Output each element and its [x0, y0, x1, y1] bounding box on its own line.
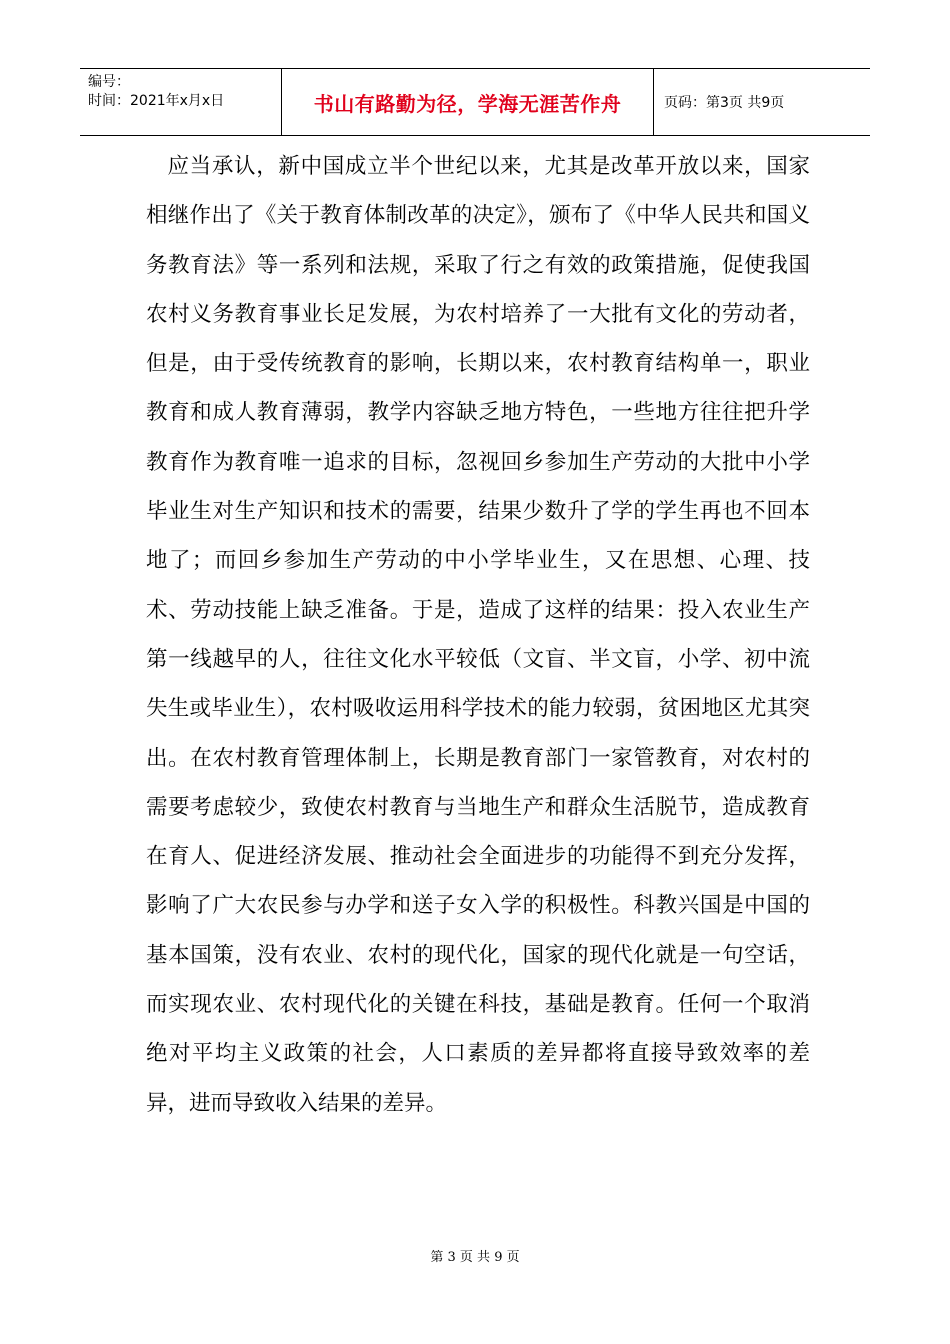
header-meta [80, 69, 282, 135]
body-paragraph: 应当承认，新中国成立半个世纪以来，尤其是改革开放以来，国家相继作出了《关于教育体制改革的决定》，颁布了《中华人民共和国义务教育法》等一系列和法规，采取了行之有效的政策措施，促使我国农村义务教育事业长足发展，为农村培养了一大批有文化的劳动者，但是，由于受传统教育的影响，长期以来，农村教育结构单一，职业教育和成人教育薄弱，教学内容缺乏地方特色，一些地方往往把升学教育作为教育唯一追求的目标，忽视回乡参加生产劳动的大批中小学毕业生对生产知识和技术的需要，结果少数升了学的学生再也不回本地了；而回乡参加生产劳动的中小学毕业生，又在思想、心理、技术、劳动技能上缺乏准备。于是，造成了这样的结果：投入农业生产第一线越早的人，往往文化水平较低（文盲、半文盲，小学、初中流失生或毕业生），农村吸收运用科学技术的能力较弱，贫困地区尤其突出。在农村教育管理体制上，长期是教育部门一家管教育，对农村的需要考虑较少，致使农村教育与当地生产和群众生活脱节，造成教育在育人、促进经济发展、推动社会全面进步的功能得不到充分发挥，影响了广大农民参与办学和送子女入学的积极性。科教兴国是中国的基本国策，没有农业、农村的现代化，国家的现代化就是一句空话，而实现农业、农村现代化的关键在科技，基础是教育。任何一个取消绝对平均主义政策的社会，人口素质的差异都将直接导致效率的差异，进而导致收入结果的差异。 [146, 154, 810, 1116]
document-date: 时间：2021年x月x日 [88, 93, 225, 109]
header-motto: 书山有路勤为径，学海无涯苦作舟 [282, 69, 654, 135]
header-page-code: 页码：第3页 共9页 [664, 95, 785, 111]
document-header [80, 68, 870, 136]
page-footer: 第 3 页 共 9 页 [430, 1250, 520, 1265]
document-number-label: 编号： [88, 74, 130, 90]
